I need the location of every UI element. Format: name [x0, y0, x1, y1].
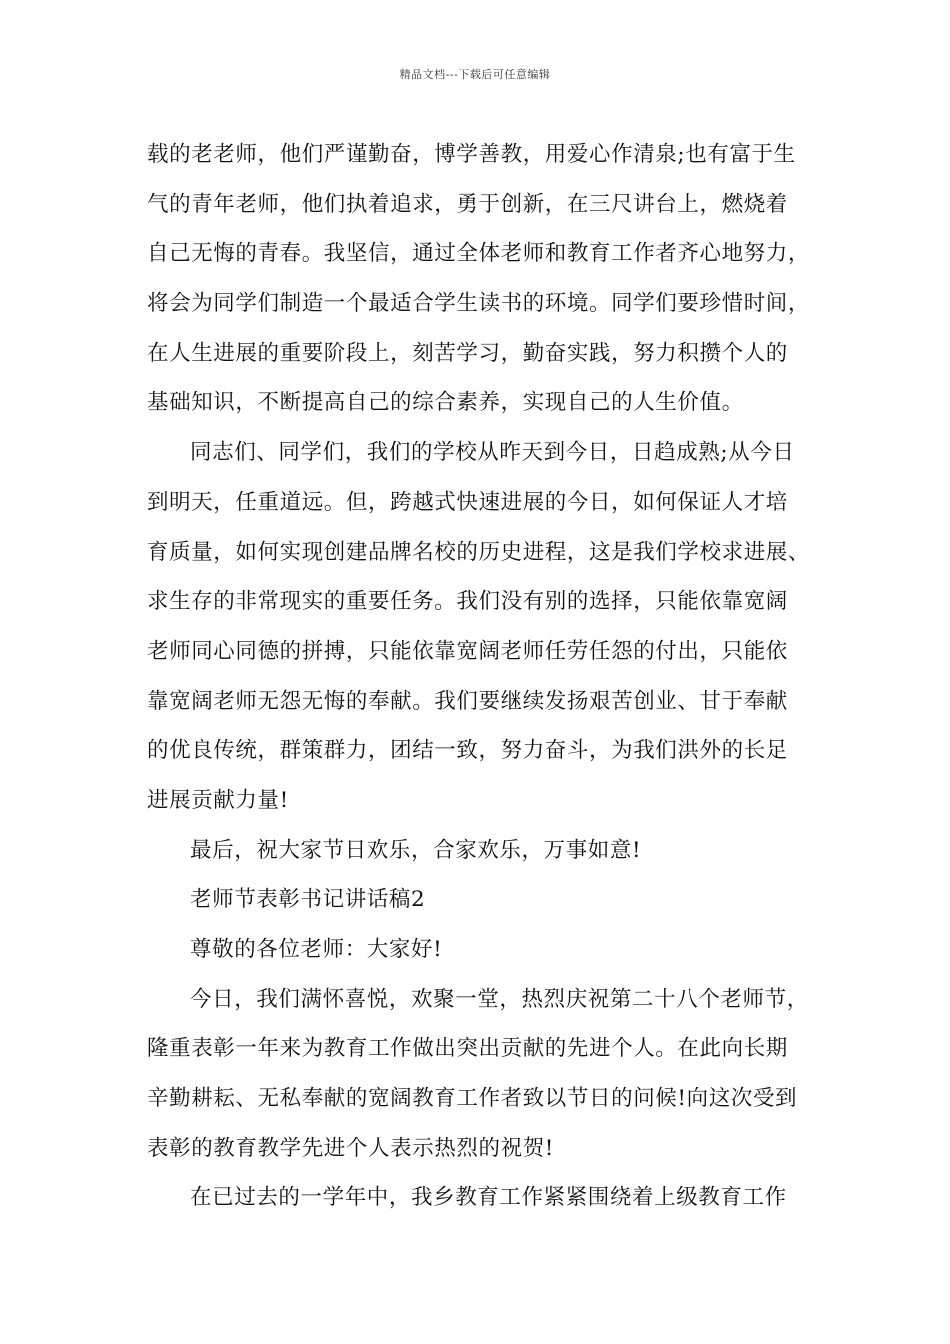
salutation: 尊敬的各位老师：大家好!	[190, 937, 443, 962]
section-title: 老师节表彰书记讲话稿2	[190, 887, 426, 913]
text-line: 的优良传统，群策群力，团结一致，努力奋斗，为我们洪外的长足	[147, 738, 788, 764]
text-line: 基础知识，不断提高自己的综合素养，实现自己的人生价值。	[147, 390, 744, 416]
text-line: 同志们、同学们，我们的学校从昨天到今日，日趋成熟;从今日	[190, 440, 795, 466]
text-line: 今日，我们满怀喜悦，欢聚一堂，热烈庆祝第二十八个老师节，	[190, 986, 809, 1012]
text-line: 在已过去的一学年中，我乡教育工作紧紧围绕着上级教育工作	[190, 1185, 787, 1211]
text-line: 表彰的教育教学先进个人表示热烈的祝贺!	[147, 1135, 555, 1161]
text-line: 隆重表彰一年来为教育工作做出突出贡献的先进个人。在此向长期	[147, 1036, 788, 1062]
text-line: 老师同心同德的拼搏，只能依靠宽阔老师任劳任怨的付出，只能依	[147, 638, 788, 664]
text-line: 将会为同学们制造一个最适合学生读书的环境。同学们要珍惜时间，	[147, 291, 811, 317]
text-line: 进展贡献力量!	[147, 787, 289, 813]
text-line: 求生存的非常现实的重要任务。我们没有别的选择，只能依靠宽阔	[147, 589, 788, 615]
text-line: 最后，祝大家节日欢乐，合家欢乐，万事如意!	[190, 837, 642, 863]
text-line: 载的老老师，他们严谨勤奋，博学善教，用爱心作清泉;也有富于生	[147, 142, 796, 167]
text-line: 自己无悔的青春。我坚信，通过全体老师和教育工作者齐心地努力，	[147, 241, 811, 267]
text-line: 育质量，如何实现创建品牌名校的历史进程，这是我们学校求进展、	[147, 539, 811, 565]
text-line: 靠宽阔老师无怨无悔的奉献。我们要继续发扬艰苦创业、甘于奉献	[147, 688, 788, 714]
text-line: 到明天，任重道远。但，跨越式快速进展的今日，如何保证人才培	[147, 489, 788, 515]
text-line: 气的青年老师，他们执着追求，勇于创新，在三尺讲台上，燃烧着	[147, 191, 788, 217]
document-body	[147, 130, 812, 1223]
page-header: 精品文档---下载后可任意编辑	[399, 68, 551, 81]
text-line: 在人生进展的重要阶段上，刻苦学习，勤奋实践，努力积攒个人的	[147, 340, 788, 366]
text-line: 辛勤耕耘、无私奉献的宽阔教育工作者致以节日的问候!向这次受到	[147, 1086, 798, 1112]
